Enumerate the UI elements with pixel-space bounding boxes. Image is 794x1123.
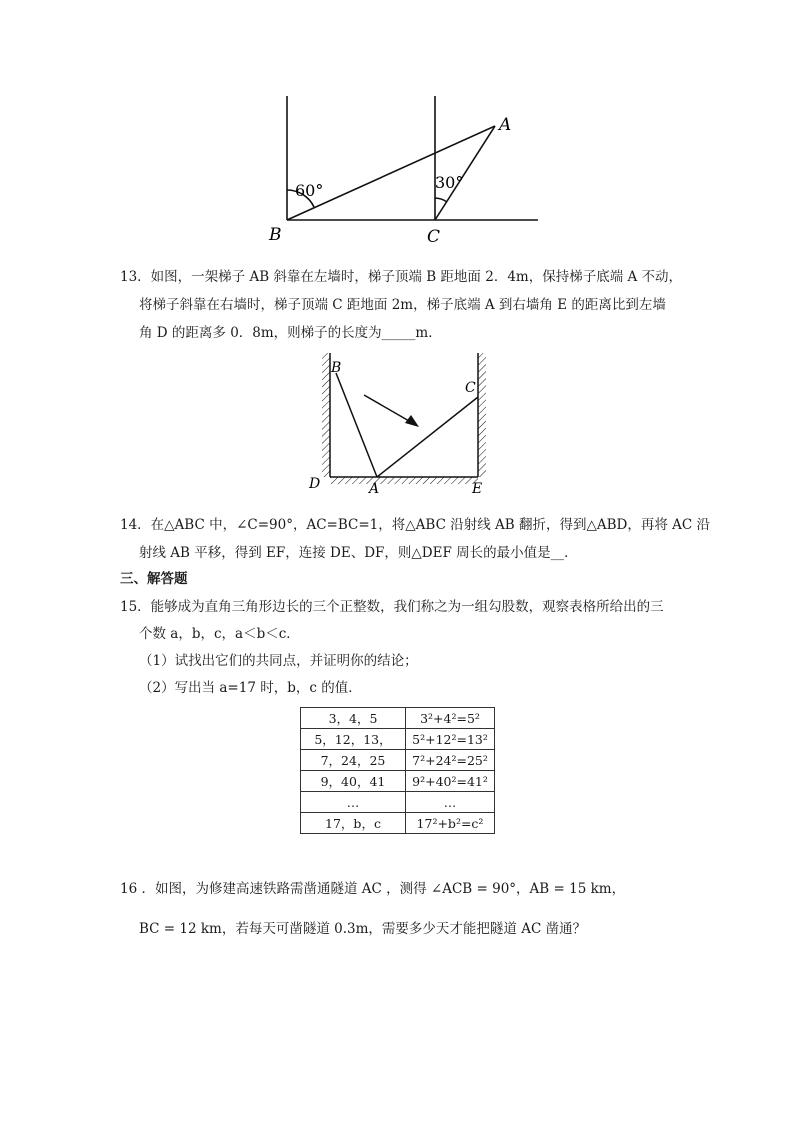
label-c: C: [427, 227, 441, 247]
table-cell: 9，40，41: [301, 771, 406, 792]
table-cell: 3，4，5: [301, 708, 406, 729]
q13-line-2: 将梯子斜靠在右墙时，梯子顶端 C 距地面 2m，梯子底端 A 到右墙角 E 的距离比到左墙: [139, 297, 666, 313]
table-cell: …: [406, 792, 495, 813]
table-cell: 7，24，25: [301, 750, 406, 771]
table-cell: …: [301, 792, 406, 813]
table-cell: 5，12，13，: [301, 729, 406, 750]
label-a: A: [369, 481, 380, 497]
table-cell: 17，b，c: [301, 813, 406, 834]
label-d: D: [309, 476, 321, 492]
label-e: E: [472, 481, 483, 497]
figure-angles: [255, 90, 555, 250]
q15-sub-1: （1）试找出它们的共同点，并证明你的结论；: [139, 653, 418, 669]
q14-line-1: 14．在△ABC 中，∠C=90°，AC=BC=1，将△ABC 沿射线 AB 翻折，得到△ABD，再将 AC 沿: [120, 517, 710, 533]
label-a: A: [499, 115, 512, 135]
ladder-ab: [336, 373, 377, 477]
table-row: [301, 792, 495, 813]
q16-line-1: 16 ．如图，为修建高速铁路需凿通隧道 AC ，测得 ∠ACB = 90°，AB = 15 km，: [120, 881, 626, 897]
figure-ladder: [300, 345, 500, 500]
angle-c-label: 30°: [435, 173, 464, 192]
table-row: [301, 708, 495, 729]
table-row: [301, 750, 495, 771]
table-row: [301, 729, 495, 750]
q15-line-1: 15．能够成为直角三角形边长的三个正整数，我们称之为一组勾股数，观察表格所给出的三: [120, 599, 664, 615]
label-b: B: [331, 360, 342, 376]
ladder-ac: [377, 397, 478, 477]
label-b: B: [269, 225, 282, 245]
arrow-head: [405, 415, 419, 427]
q15-sub-2: （2）写出当 a=17 时，b，c 的值．: [139, 680, 362, 696]
table-row: [301, 813, 495, 834]
table-cell: 5²+12²=13²: [406, 729, 495, 750]
q15-line-2: 个数 a，b，c，a＜b＜c．: [139, 626, 300, 642]
q14-line-2: 射线 AB 平移，得到 EF，连接 DE、DF，则△DEF 周长的最小值是__．: [139, 545, 578, 561]
table-cell: 9²+40²=41²: [406, 771, 495, 792]
table-row: [301, 771, 495, 792]
pythagorean-table: [300, 707, 495, 834]
angle-b-label: 60°: [295, 181, 324, 200]
angle-arc-c: [435, 198, 447, 202]
q13-line-3: 角 D 的距离多 0．8m，则梯子的长度为_____m．: [139, 325, 442, 341]
table-cell: 17²+b²=c²: [406, 813, 495, 834]
q16-line-2: BC = 12 km，若每天可凿隧道 0.3m，需要多少天才能把隧道 AC 凿通？: [139, 921, 587, 937]
ladder-ba: [287, 126, 495, 220]
table-cell: 3²+4²=5²: [406, 708, 495, 729]
label-c: C: [465, 380, 476, 396]
q13-line-1: 13．如图，一架梯子 AB 斜靠在左墙时，梯子顶端 B 距地面 2．4m，保持梯子底端 A 不动，: [120, 269, 683, 285]
table-cell: 7²+24²=25²: [406, 750, 495, 771]
section-heading: 三、解答题: [120, 571, 188, 587]
